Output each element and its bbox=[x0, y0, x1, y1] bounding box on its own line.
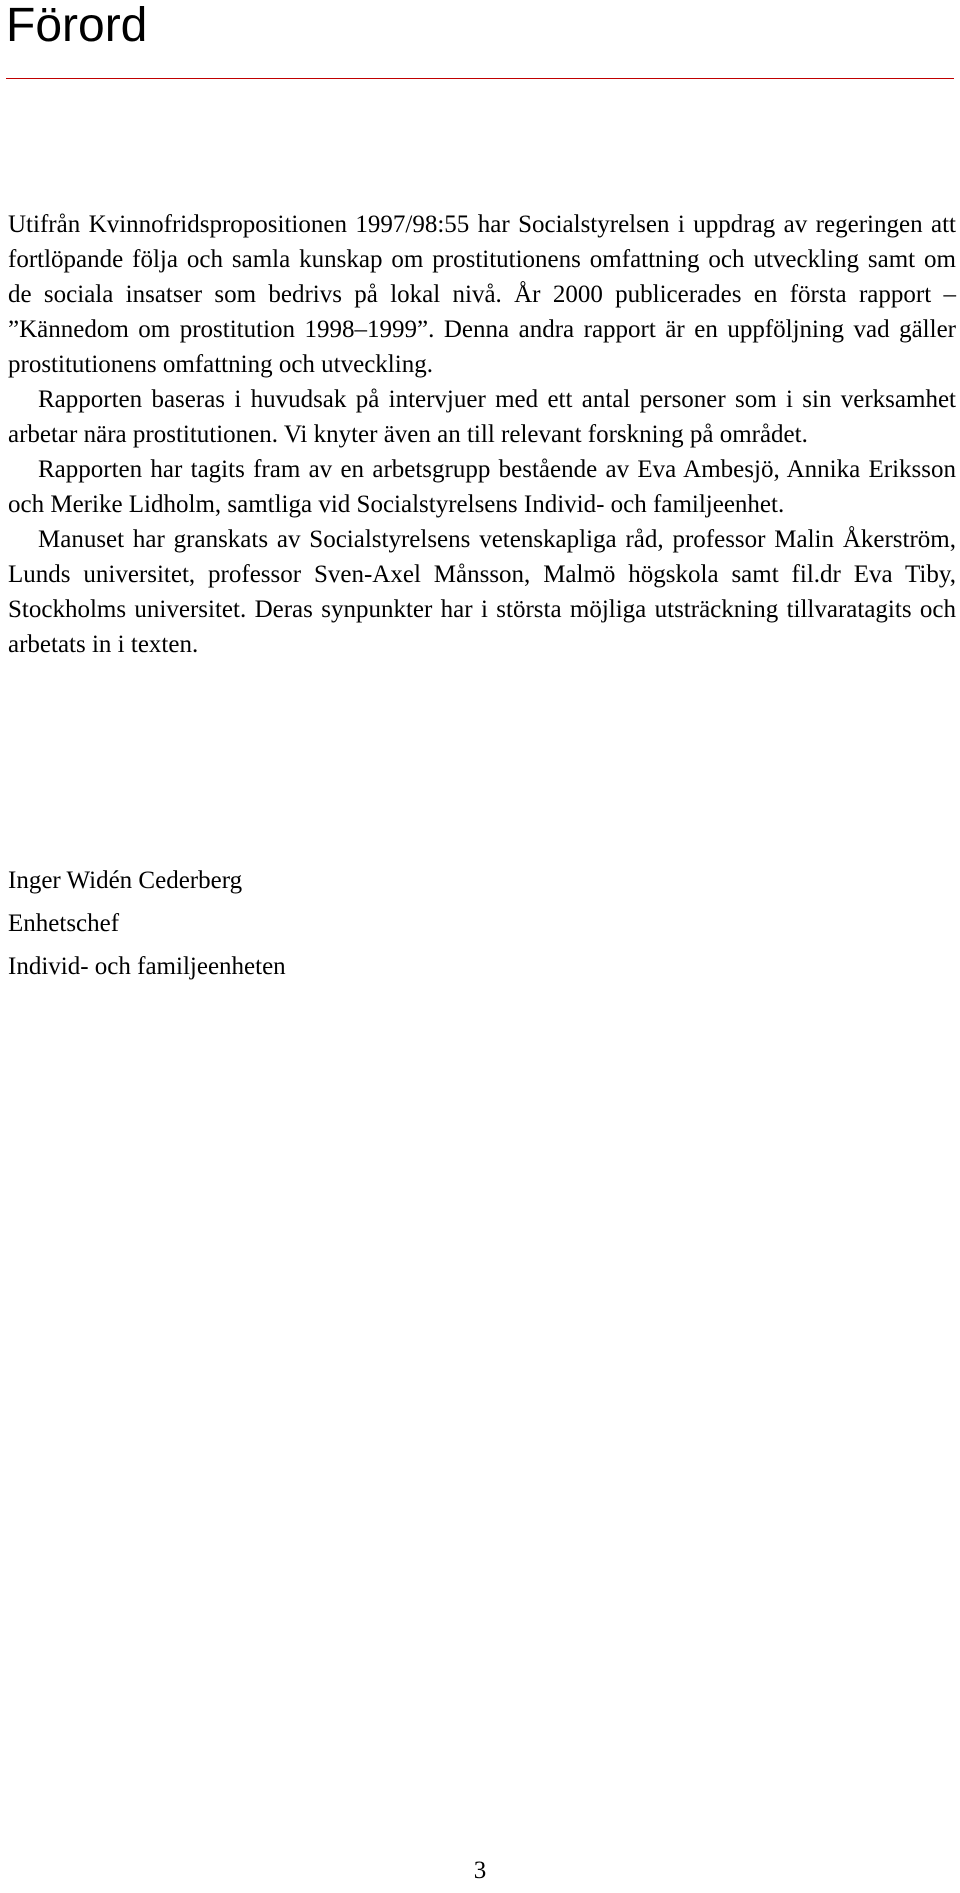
body-text bbox=[8, 207, 956, 662]
signature-block bbox=[8, 859, 286, 988]
paragraph-4: Manuset har granskats av Socialstyrelsens vetenskapliga råd, professor Malin Åkerström, Lunds universitet, professor Sven-Axel Månsson, Malmö högskola samt fil.dr Eva Tiby, Stockholms universitet. Deras synpunkter har i största möjliga utsträckning tillvaratagits och arbetats in i texten. bbox=[8, 526, 956, 658]
signature-unit: Individ- och familjeenheten bbox=[8, 953, 286, 980]
signature-role: Enhetschef bbox=[8, 910, 120, 937]
signature-name: Inger Widén Cederberg bbox=[8, 867, 243, 894]
paragraph-1: Utifrån Kvinnofridspropositionen 1997/98:55 har Socialstyrelsen i uppdrag av regeringen att fortlöpande följa och samla kunskap om prostitutionens omfattning och utveckling samt om de sociala insatser som bedrivs på lokal nivå. År 2000 publicerades en första rapport – ”Kännedom om prostitution 1998–1999”. Denna andra rapport är en uppföljning vad gäller prostitutionens omfattning och utveckling. bbox=[8, 211, 956, 378]
page-title: Förord bbox=[6, 0, 148, 52]
paragraph-3: Rapporten har tagits fram av en arbetsgrupp bestående av Eva Ambesjö, Annika Eriksson och Merike Lidholm, samtliga vid Socialstyrelsens Individ- och familjeenhet. bbox=[8, 456, 956, 518]
page-number: 3 bbox=[473, 1857, 487, 1884]
paragraph-2: Rapporten baseras i huvudsak på intervjuer med ett antal personer som i sin verksamhet arbetar nära prostitutionen. Vi knyter även an till relevant forskning på området. bbox=[8, 386, 956, 448]
title-divider bbox=[6, 78, 954, 79]
